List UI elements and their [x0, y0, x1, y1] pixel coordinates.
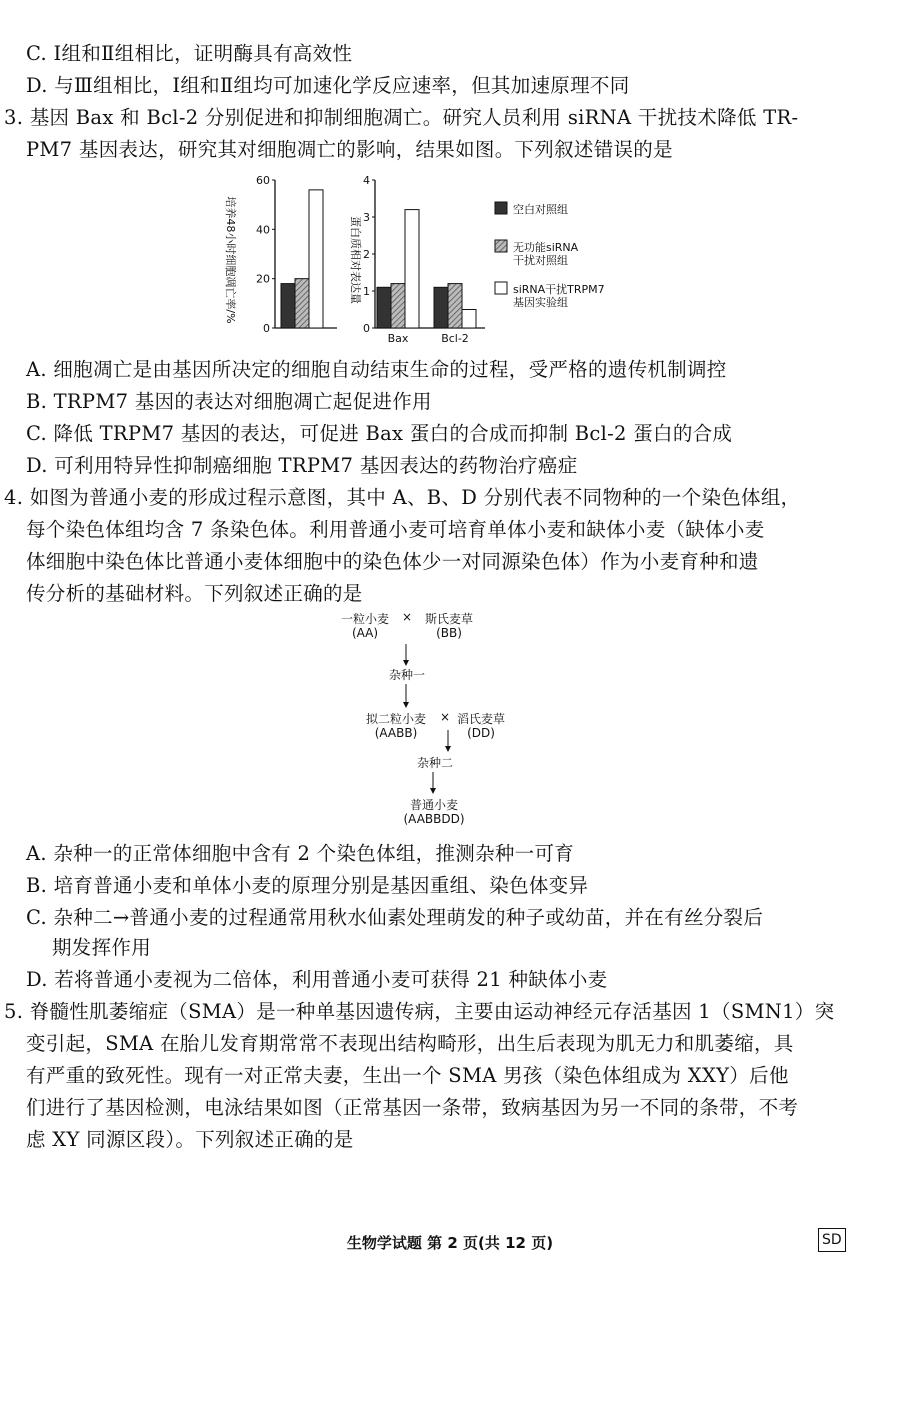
chart2-bar: [377, 287, 391, 328]
q4-stem-line-1: 4. 如图为普通小麦的形成过程示意图，其中 A、B、D 分别代表不同物种的一个染色体组，: [4, 486, 801, 509]
final-genome: (AABBDD): [403, 812, 465, 826]
q2-option-d: D. 与Ⅲ组相比，Ⅰ组和Ⅱ组均可加速化学反应速率，但其加速原理不同: [26, 74, 630, 97]
q3-option-a: A. 细胞凋亡是由基因所决定的细胞自动结束生命的过程，受严格的遗传机制调控: [26, 358, 727, 381]
page-footer: 生物学试题 第 2 页(共 12 页): [346, 1234, 554, 1252]
parent-1-genome: (AA): [351, 626, 379, 640]
chart2-tick-label: 0: [363, 322, 370, 335]
chart1-tick-label: 0: [263, 322, 270, 335]
chart2-bar: [405, 210, 419, 328]
q3-stem-line-2: PM7 基因表达，研究其对细胞凋亡的影响，结果如图。下列叙述错误的是: [26, 138, 673, 161]
q3-figure: [215, 168, 655, 353]
final-name: 普通小麦: [409, 798, 458, 812]
q3-option-c: C. 降低 TRPM7 基因的表达，可促进 Bax 蛋白的合成而抑制 Bcl-2 蛋白的合成: [26, 422, 733, 445]
legend-label: siRNA干扰TRPM7: [513, 283, 605, 296]
hybrid-2: 杂种二: [416, 756, 453, 770]
chart2-category-label: Bcl-2: [441, 332, 469, 345]
q4-option-a: A. 杂种一的正常体细胞中含有 2 个染色体组，推测杂种一可育: [26, 842, 575, 865]
parent-4-name: 滔氏麦草: [456, 712, 505, 726]
q3-option-b: B. TRPM7 基因的表达对细胞凋亡起促进作用: [26, 390, 432, 413]
legend-label: 干扰对照组: [513, 254, 568, 267]
hybrid-1: 杂种一: [388, 668, 425, 682]
cross-symbol-1: ×: [401, 610, 413, 624]
chart1-tick-label: 60: [256, 174, 270, 187]
legend-swatch: [495, 282, 507, 294]
chart-legend: [495, 202, 605, 309]
q3-option-d: D. 可利用特异性抑制癌细胞 TRPM7 基因表达的药物治疗癌症: [26, 454, 578, 477]
cross-symbol-2: ×: [439, 710, 451, 724]
parent-2-name: 斯氏麦草: [424, 612, 473, 626]
chart2-bar: [448, 284, 462, 328]
arrow-3: [445, 730, 451, 752]
q4-option-b: B. 培育普通小麦和单体小麦的原理分别是基因重组、染色体变异: [26, 874, 589, 897]
chart2-tick-label: 4: [363, 174, 370, 187]
legend-label: 无功能siRNA: [513, 241, 579, 254]
arrow-1: [403, 644, 409, 666]
q4-option-c-cont: 期发挥作用: [52, 936, 152, 959]
q5-stem-line-5: 虑 XY 同源区段）。下列叙述正确的是: [26, 1128, 354, 1151]
parent-4-genome: (DD): [467, 726, 495, 740]
chart2-ylabel: 蛋白质相对表达量: [349, 216, 362, 304]
chart2-category-label: Bax: [387, 332, 409, 345]
arrow-4: [430, 772, 436, 794]
q4-stem-line-3: 体细胞中染色体比普通小麦体细胞中的染色体少一对同源染色体）作为小麦育种和遗: [26, 550, 759, 573]
q4-option-c: C. 杂种二→普通小麦的过程通常用秋水仙素处理萌发的种子或幼苗，并在有丝分裂后: [26, 906, 764, 929]
chart1-bar: [295, 279, 309, 328]
legend-swatch: [495, 202, 507, 214]
arrow-2: [403, 684, 409, 708]
legend-label: 基因实验组: [513, 296, 568, 309]
chart1-bar: [309, 190, 323, 328]
chart2: [349, 174, 485, 345]
parent-3-genome: (AABB): [374, 726, 418, 740]
chart1-ylabel: 培养48小时细胞凋亡率/%: [224, 196, 237, 324]
q3-stem-line-1: 3. 基因 Bax 和 Bcl-2 分别促进和抑制细胞凋亡。研究人员利用 siRNA 干扰技术降低 TR-: [4, 106, 799, 129]
chart1-tick-label: 40: [256, 223, 270, 237]
chart1: [224, 174, 337, 335]
chart2-tick-label: 2: [363, 248, 370, 261]
q5-stem-line-3: 有严重的致死性。现有一对正常夫妻，生出一个 SMA 男孩（染色体组成为 XXY）后他: [26, 1064, 789, 1087]
chart2-tick-label: 3: [363, 211, 370, 224]
chart2-bar: [462, 310, 476, 329]
q2-option-c: C. Ⅰ组和Ⅱ组相比，证明酶具有高效性: [26, 42, 353, 65]
q4-flow-diagram: [330, 610, 510, 830]
q4-stem-line-4: 传分析的基础材料。下列叙述正确的是: [26, 582, 363, 605]
legend-label: 空白对照组: [513, 203, 568, 216]
q4-stem-line-2: 每个染色体组均含 7 条染色体。利用普通小麦可培育单体小麦和缺体小麦（缺体小麦: [26, 518, 765, 541]
parent-1-name: 一粒小麦: [340, 612, 389, 626]
chart2-bar: [434, 287, 448, 328]
chart1-tick-label: 20: [256, 272, 270, 286]
chart2-tick-label: 1: [363, 285, 370, 298]
legend-swatch: [495, 240, 507, 252]
footer-badge: SD: [818, 1228, 846, 1252]
parent-2-genome: (BB): [436, 626, 462, 640]
q4-option-d: D. 若将普通小麦视为二倍体，利用普通小麦可获得 21 种缺体小麦: [26, 968, 608, 991]
parent-3-name: 拟二粒小麦: [365, 712, 426, 726]
chart2-bar: [391, 284, 405, 328]
chart1-bar: [281, 284, 295, 328]
q5-stem-line-4: 们进行了基因检测，电泳结果如图（正常基因一条带，致病基因为另一不同的条带，不考: [26, 1096, 799, 1119]
q5-stem-line-2: 变引起，SMA 在胎儿发育期常常不表现出结构畸形，出生后表现为肌无力和肌萎缩，具: [26, 1032, 794, 1055]
q5-stem-line-1: 5. 脊髓性肌萎缩症（SMA）是一种单基因遗传病，主要由运动神经元存活基因 1（SMN1）突: [4, 1000, 835, 1023]
